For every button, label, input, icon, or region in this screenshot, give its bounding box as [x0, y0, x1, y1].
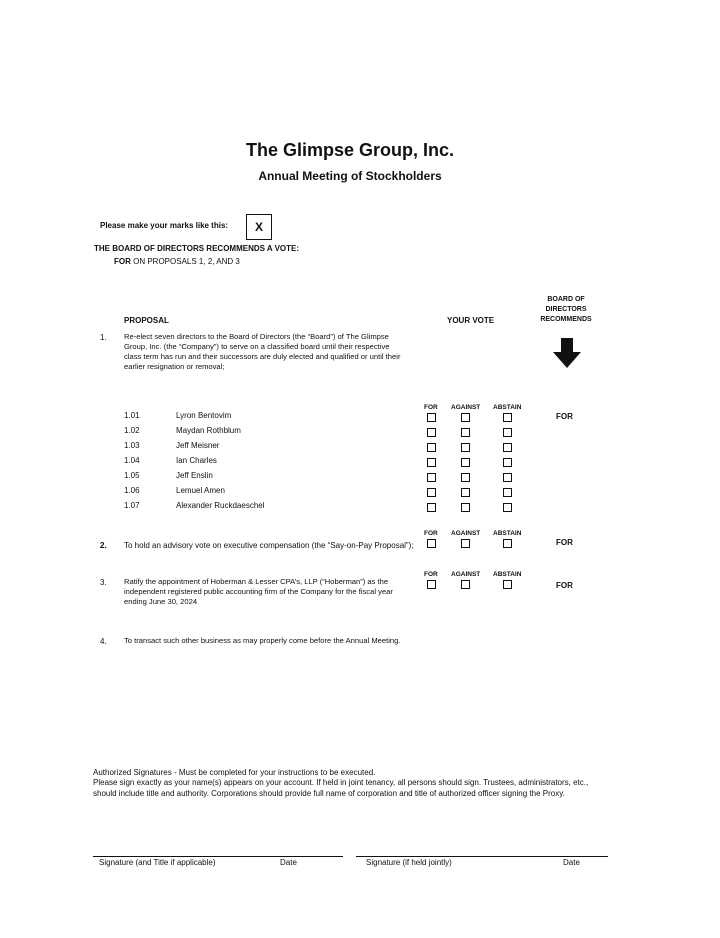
recommend-proposals: ON PROPOSALS 1, 2, AND 3 — [133, 257, 240, 266]
nominee-name: Lyron Bentovim — [176, 411, 232, 420]
nominee-4-for-checkbox[interactable] — [427, 458, 436, 467]
p1-board-recommendation: FOR — [556, 412, 573, 421]
board-header-line3: RECOMMENDS — [540, 316, 592, 323]
nominee-7-for-checkbox[interactable] — [427, 503, 436, 512]
proposal-1-number: 1. — [100, 333, 107, 342]
board-recommends-heading: THE BOARD OF DIRECTORS RECOMMENDS A VOTE: — [94, 244, 300, 253]
nominee-6-against-checkbox[interactable] — [461, 488, 470, 497]
nominee-4-abstain-checkbox[interactable] — [503, 458, 512, 467]
proposal-2-for-checkbox[interactable] — [427, 539, 436, 548]
p2-abstain-header: ABSTAIN — [493, 530, 522, 537]
nominee-5-against-checkbox[interactable] — [461, 473, 470, 482]
meeting-title: Annual Meeting of Stockholders — [258, 169, 442, 183]
p2-against-header: AGAINST — [451, 530, 481, 537]
nominee-3-abstain-checkbox[interactable] — [503, 443, 512, 452]
p1-abstain-header: ABSTAIN — [493, 404, 522, 411]
nominee-number: 1.05 — [124, 471, 140, 480]
date-1-label: Date — [280, 858, 297, 867]
proposal-2-abstain-checkbox[interactable] — [503, 539, 512, 548]
nominee-number: 1.07 — [124, 501, 140, 510]
proposal-3-number: 3. — [100, 578, 107, 587]
nominee-6-abstain-checkbox[interactable] — [503, 488, 512, 497]
nominee-number: 1.03 — [124, 441, 140, 450]
date-2-label: Date — [563, 858, 580, 867]
signature-2-label: Signature (if held jointly) — [366, 858, 452, 867]
nominee-name: Maydan Rothblum — [176, 426, 241, 435]
nominee-2-abstain-checkbox[interactable] — [503, 428, 512, 437]
nominee-2-against-checkbox[interactable] — [461, 428, 470, 437]
p3-against-header: AGAINST — [451, 571, 481, 578]
p1-for-header: FOR — [424, 404, 438, 411]
nominee-name: Ian Charles — [176, 456, 217, 465]
nominee-name: Lemuel Amen — [176, 486, 225, 495]
board-header-line1: BOARD OF — [547, 296, 585, 303]
proposal-3-against-checkbox[interactable] — [461, 580, 470, 589]
proposal-column-header: PROPOSAL — [124, 316, 169, 325]
nominee-2-for-checkbox[interactable] — [427, 428, 436, 437]
p2-for-header: FOR — [424, 530, 438, 537]
board-recommends-column-header — [526, 295, 606, 325]
recommend-summary — [114, 257, 240, 266]
nominee-7-against-checkbox[interactable] — [461, 503, 470, 512]
proposal-4-text: To transact such other business as may properly come before the Annual Meeting. — [124, 636, 401, 645]
p3-for-header: FOR — [424, 571, 438, 578]
nominee-3-for-checkbox[interactable] — [427, 443, 436, 452]
proposal-3-text: Ratify the appointment of Hoberman & Lesser CPA’s, LLP (“Hoberman”) as the independent registered public accounting firm of the Company for the fiscal year ending June 30, 2024 — [124, 577, 393, 606]
your-vote-column-header: YOUR VOTE — [447, 316, 495, 325]
proposal-3-for-checkbox[interactable] — [427, 580, 436, 589]
p3-board-recommendation: FOR — [556, 581, 573, 590]
signature-line-1[interactable] — [93, 856, 343, 857]
nominee-1-abstain-checkbox[interactable] — [503, 413, 512, 422]
nominee-name: Jeff Enslin — [176, 471, 213, 480]
proposal-2-against-checkbox[interactable] — [461, 539, 470, 548]
proposal-1-text: Re-elect seven directors to the Board of Directors (the “Board”) of The Glimpse Group, Inc. (the “Company”) to serve on a classified board until their respective class term has run and their successors are duly elected and qualified or until their earlier resignation or removal; — [124, 332, 401, 371]
proposal-4-number: 4. — [100, 637, 107, 646]
nominee-7-abstain-checkbox[interactable] — [503, 503, 512, 512]
nominee-number: 1.01 — [124, 411, 140, 420]
nominee-6-for-checkbox[interactable] — [427, 488, 436, 497]
down-arrow-icon — [553, 338, 581, 368]
nominee-3-against-checkbox[interactable] — [461, 443, 470, 452]
signing-instructions: Please sign exactly as your name(s) appears on your account. If held in joint tenancy, all persons should sign. Trustees, administrators, etc., should include title and authority. Corporations should provide full name of corporation and title of authorized officer signing the Proxy. — [93, 778, 589, 798]
signature-1-label: Signature (and Title if applicable) — [99, 858, 216, 867]
p1-against-header: AGAINST — [451, 404, 481, 411]
nominee-number: 1.06 — [124, 486, 140, 495]
nominee-number: 1.02 — [124, 426, 140, 435]
p3-abstain-header: ABSTAIN — [493, 571, 522, 578]
proposal-2-number: 2. — [100, 541, 107, 550]
nominee-name: Alexander Ruckdaeschel — [176, 501, 265, 510]
nominee-number: 1.04 — [124, 456, 140, 465]
company-name: The Glimpse Group, Inc. — [245, 140, 455, 160]
nominee-5-abstain-checkbox[interactable] — [503, 473, 512, 482]
recommend-for-word: FOR — [114, 257, 131, 266]
board-header-line2: DIRECTORS — [545, 306, 587, 313]
nominee-5-for-checkbox[interactable] — [427, 473, 436, 482]
nominee-1-against-checkbox[interactable] — [461, 413, 470, 422]
marks-example-box: X — [246, 214, 272, 240]
signature-line-2[interactable] — [356, 856, 608, 857]
nominee-name: Jeff Meisner — [176, 441, 220, 450]
marks-label: Please make your marks like this: — [100, 221, 229, 230]
proposal-2-text: To hold an advisory vote on executive compensation (the “Say-on-Pay Proposal”); — [124, 541, 414, 550]
p2-board-recommendation: FOR — [556, 538, 573, 547]
authorized-signatures-note: Authorized Signatures - Must be completed for your instructions to be executed. — [93, 768, 376, 777]
nominee-4-against-checkbox[interactable] — [461, 458, 470, 467]
proposal-3-abstain-checkbox[interactable] — [503, 580, 512, 589]
nominee-1-for-checkbox[interactable] — [427, 413, 436, 422]
